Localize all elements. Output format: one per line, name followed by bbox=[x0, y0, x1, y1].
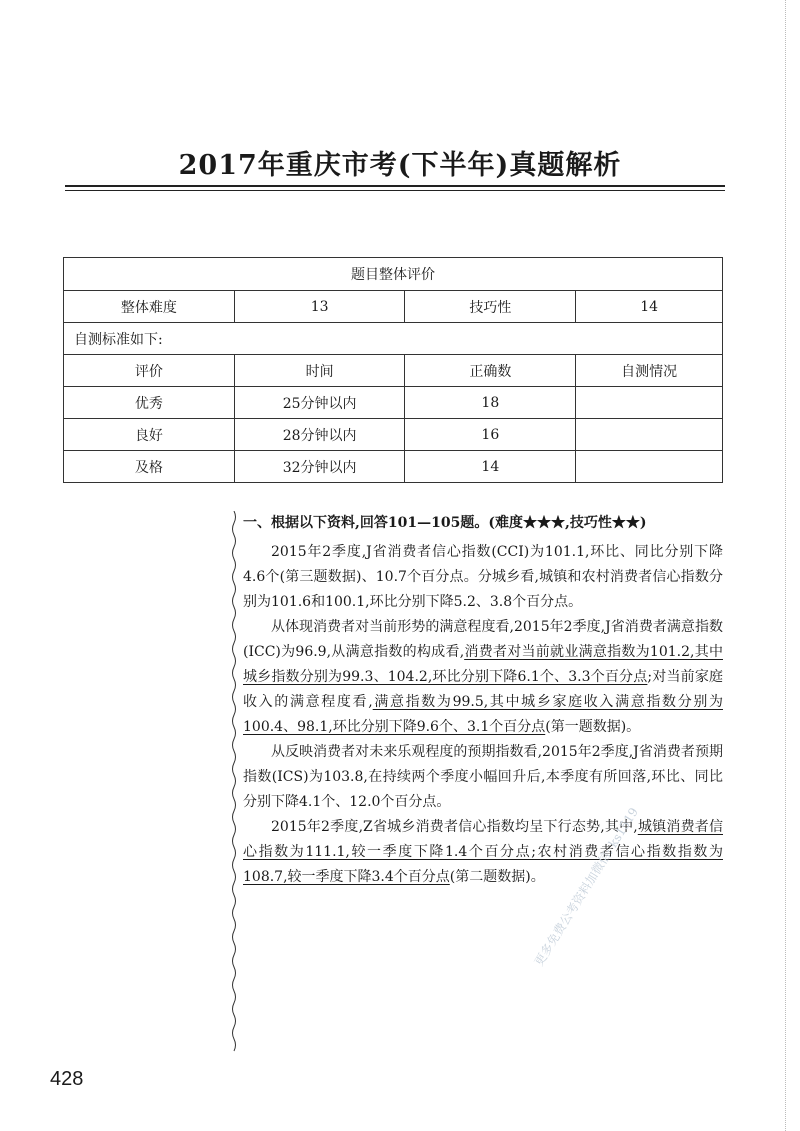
self-test-cell bbox=[576, 451, 723, 483]
column-header: 时间 bbox=[234, 355, 405, 387]
paragraph-2 bbox=[243, 615, 723, 740]
correct-cell: 14 bbox=[405, 451, 576, 483]
title-rule-thin bbox=[65, 190, 725, 191]
paragraph-1: 2015年2季度,J省消费者信心指数(CCI)为101.1,环比、同比分别下降4.6个(第三题数据)、10.7个百分点。分城乡看,城镇和农村消费者信心指数分别为101.6和100.1,环比分别下降5.2、3.8个百分点。 bbox=[243, 544, 723, 610]
correct-cell: 16 bbox=[405, 419, 576, 451]
underlined-text: 满意指数为99.5,其中城乡家庭收入满意指数分别为100.4、98.1,环比分别下降9.6个、3.1个百分点 bbox=[243, 694, 723, 735]
self-test-cell bbox=[576, 387, 723, 419]
table-row bbox=[64, 419, 723, 451]
standard-note: 自测标准如下: bbox=[64, 323, 723, 355]
column-header: 自测情况 bbox=[576, 355, 723, 387]
underlined-text: 城镇消费者信心指数为111.1,较一季度下降1.4个百分点;农村消费者信心指数指数为108.7,较一季度下降3.4个百分点 bbox=[243, 819, 723, 885]
text-span: ;对当前家庭收入的满意程度看, bbox=[243, 669, 723, 710]
skill-value: 14 bbox=[576, 291, 723, 323]
time-cell: 32分钟以内 bbox=[234, 451, 405, 483]
column-header: 正确数 bbox=[405, 355, 576, 387]
difficulty-label: 整体难度 bbox=[64, 291, 235, 323]
skill-label: 技巧性 bbox=[405, 291, 576, 323]
text-span: 2015年2季度,Z省城乡消费者信心指数均呈下行态势,其中, bbox=[271, 819, 638, 835]
text-span: (第二题数据)。 bbox=[449, 869, 545, 885]
text-span: (第一题数据)。 bbox=[545, 719, 641, 735]
table-row bbox=[64, 451, 723, 483]
rating-cell: 优秀 bbox=[64, 387, 235, 419]
section-heading: 一、根据以下资料,回答101—105题。(难度★★★,技巧性★★) bbox=[243, 515, 647, 531]
text-span: 从体现消费者对当前形势的满意程度看,2015年2季度,J省消费者满意指数(ICC)为96.9,从满意指数的构成看, bbox=[243, 619, 723, 660]
page-fold-line bbox=[785, 0, 788, 1131]
page-title: 2017年重庆市考(下半年)真题解析 bbox=[178, 150, 622, 181]
table-row bbox=[64, 387, 723, 419]
question-material bbox=[243, 511, 723, 890]
title-rule-thick bbox=[65, 185, 725, 187]
time-cell: 25分钟以内 bbox=[234, 387, 405, 419]
watermark: 更多免费公考资料加微信: ks1519 bbox=[531, 805, 641, 969]
evaluation-table bbox=[63, 257, 723, 483]
correct-cell: 18 bbox=[405, 387, 576, 419]
underlined-text: 消费者对当前就业满意指数为101.2,其中城乡指数分别为99.3、104.2,环比分别下降6.1个、3.3个百分点 bbox=[243, 644, 723, 685]
self-test-cell bbox=[576, 419, 723, 451]
rating-cell: 及格 bbox=[64, 451, 235, 483]
time-cell: 28分钟以内 bbox=[234, 419, 405, 451]
paragraph-3: 从反映消费者对未来乐观程度的预期指数看,2015年2季度,J省消费者预期指数(ICS)为103.8,在持续两个季度小幅回升后,本季度有所回落,环比、同比分别下降4.1个、12.0个百分点。 bbox=[243, 744, 723, 810]
paragraph-4 bbox=[243, 815, 723, 890]
difficulty-value: 13 bbox=[234, 291, 405, 323]
column-header: 评价 bbox=[64, 355, 235, 387]
table-caption: 题目整体评价 bbox=[64, 258, 723, 291]
margin-wavy-line bbox=[229, 511, 239, 1056]
rating-cell: 良好 bbox=[64, 419, 235, 451]
page-number: 428 bbox=[50, 1068, 84, 1090]
